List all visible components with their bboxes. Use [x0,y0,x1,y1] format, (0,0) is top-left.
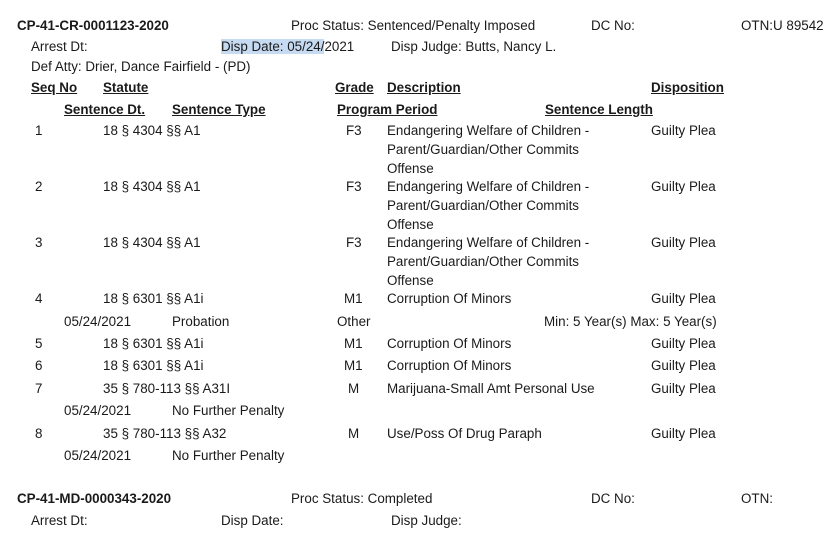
case1-disp-judge: Disp Judge: Butts, Nancy L. [391,39,557,54]
case1-proc-status: Proc Status: Sentenced/Penalty Imposed [291,18,536,33]
disp-date-year: 2021 [324,39,355,54]
header-program-period: Program Period [337,102,438,117]
charge-grade: F3 [346,123,362,138]
charge-disposition: Guilty Plea [651,123,716,138]
charge-seq: 6 [35,358,43,373]
charge-grade: M1 [344,336,363,351]
charge-statute: 18 § 4304 §§ A1 [103,179,201,194]
charge-seq: 1 [35,123,43,138]
charge-statute: 18 § 4304 §§ A1 [103,123,201,138]
charge-grade: M [348,381,360,396]
charge-seq: 8 [35,426,43,441]
sentence-program-period: Other [337,314,371,329]
charge-description-line: Parent/Guardian/Other Commits [387,198,580,213]
charge-statute: 18 § 6301 §§ A1i [103,336,204,351]
header-grade: Grade [335,80,374,95]
sentence-type: No Further Penalty [172,403,285,418]
charge-disposition: Guilty Plea [651,426,716,441]
disp-date-selection: Disp Date: 05/24/ [221,39,325,54]
charge-disposition: Guilty Plea [651,381,716,396]
charge-seq: 5 [35,336,43,351]
charge-description-line: Offense [387,161,434,176]
sentence-type: No Further Penalty [172,448,285,463]
case2-dc-no: DC No: [591,491,635,506]
charge-description-line: Use/Poss Of Drug Paraph [387,426,542,441]
charge-disposition: Guilty Plea [651,179,716,194]
charge-disposition: Guilty Plea [651,358,716,373]
charge-description-line: Endangering Welfare of Children - [387,123,590,138]
case2-proc-status: Proc Status: Completed [291,491,433,506]
charge-description-line: Offense [387,273,434,288]
case2-docket-number: CP-41-MD-0000343-2020 [17,491,172,506]
charge-grade: F3 [346,179,362,194]
header-disposition: Disposition [651,80,724,95]
case1-disp-date [221,39,354,55]
charge-seq: 7 [35,381,43,396]
case1-arrest-date: Arrest Dt: [31,39,88,54]
charge-description-line: Parent/Guardian/Other Commits [387,142,580,157]
case2-disp-date: Disp Date: [221,513,284,528]
charge-statute: 35 § 780-113 §§ A31I [103,381,231,396]
case1-otn: OTN:U 89542 [741,18,824,33]
charge-statute: 18 § 6301 §§ A1i [103,291,204,306]
header-sentence-length: Sentence Length [545,102,653,117]
charge-description-line: Parent/Guardian/Other Commits [387,254,580,269]
charge-description-line: Corruption Of Minors [387,291,512,306]
case1-dc-no: DC No: [591,18,635,33]
charge-description-line: Corruption Of Minors [387,336,512,351]
charge-grade: M [348,426,360,441]
charge-disposition: Guilty Plea [651,235,716,250]
header-seq-no: Seq No [31,80,78,95]
case1-defense-attorney: Def Atty: Drier, Dance Fairfield - (PD) [31,59,251,74]
case2-disp-judge: Disp Judge: [391,513,462,528]
charge-statute: 35 § 780-113 §§ A32 [103,426,227,441]
sentence-date: 05/24/2021 [64,448,132,463]
charge-grade: M1 [344,358,363,373]
charge-disposition: Guilty Plea [651,336,716,351]
header-sentence-date: Sentence Dt. [64,102,146,117]
charge-disposition: Guilty Plea [651,291,716,306]
case2-otn: OTN: [741,491,773,506]
sentence-type: Probation [172,314,230,329]
charge-grade: F3 [346,235,362,250]
charge-description-line: Offense [387,217,434,232]
charge-seq: 2 [35,179,43,194]
charge-description-line: Endangering Welfare of Children - [387,235,590,250]
case2-arrest-date: Arrest Dt: [31,513,88,528]
charge-seq: 4 [35,291,43,306]
charge-statute: 18 § 4304 §§ A1 [103,235,201,250]
header-description: Description [387,80,461,95]
charge-statute: 18 § 6301 §§ A1i [103,358,204,373]
sentence-date: 05/24/2021 [64,403,132,418]
charge-grade: M1 [344,291,363,306]
charge-description-line: Endangering Welfare of Children - [387,179,590,194]
charge-seq: 3 [35,235,43,250]
sentence-date: 05/24/2021 [64,314,132,329]
sentence-length: Min: 5 Year(s) Max: 5 Year(s) [544,314,717,329]
charge-description-line: Marijuana-Small Amt Personal Use [387,381,595,396]
header-sentence-type: Sentence Type [172,102,266,117]
charge-description-line: Corruption Of Minors [387,358,512,373]
header-statute: Statute [103,80,149,95]
case1-docket-number: CP-41-CR-0001123-2020 [17,18,169,33]
